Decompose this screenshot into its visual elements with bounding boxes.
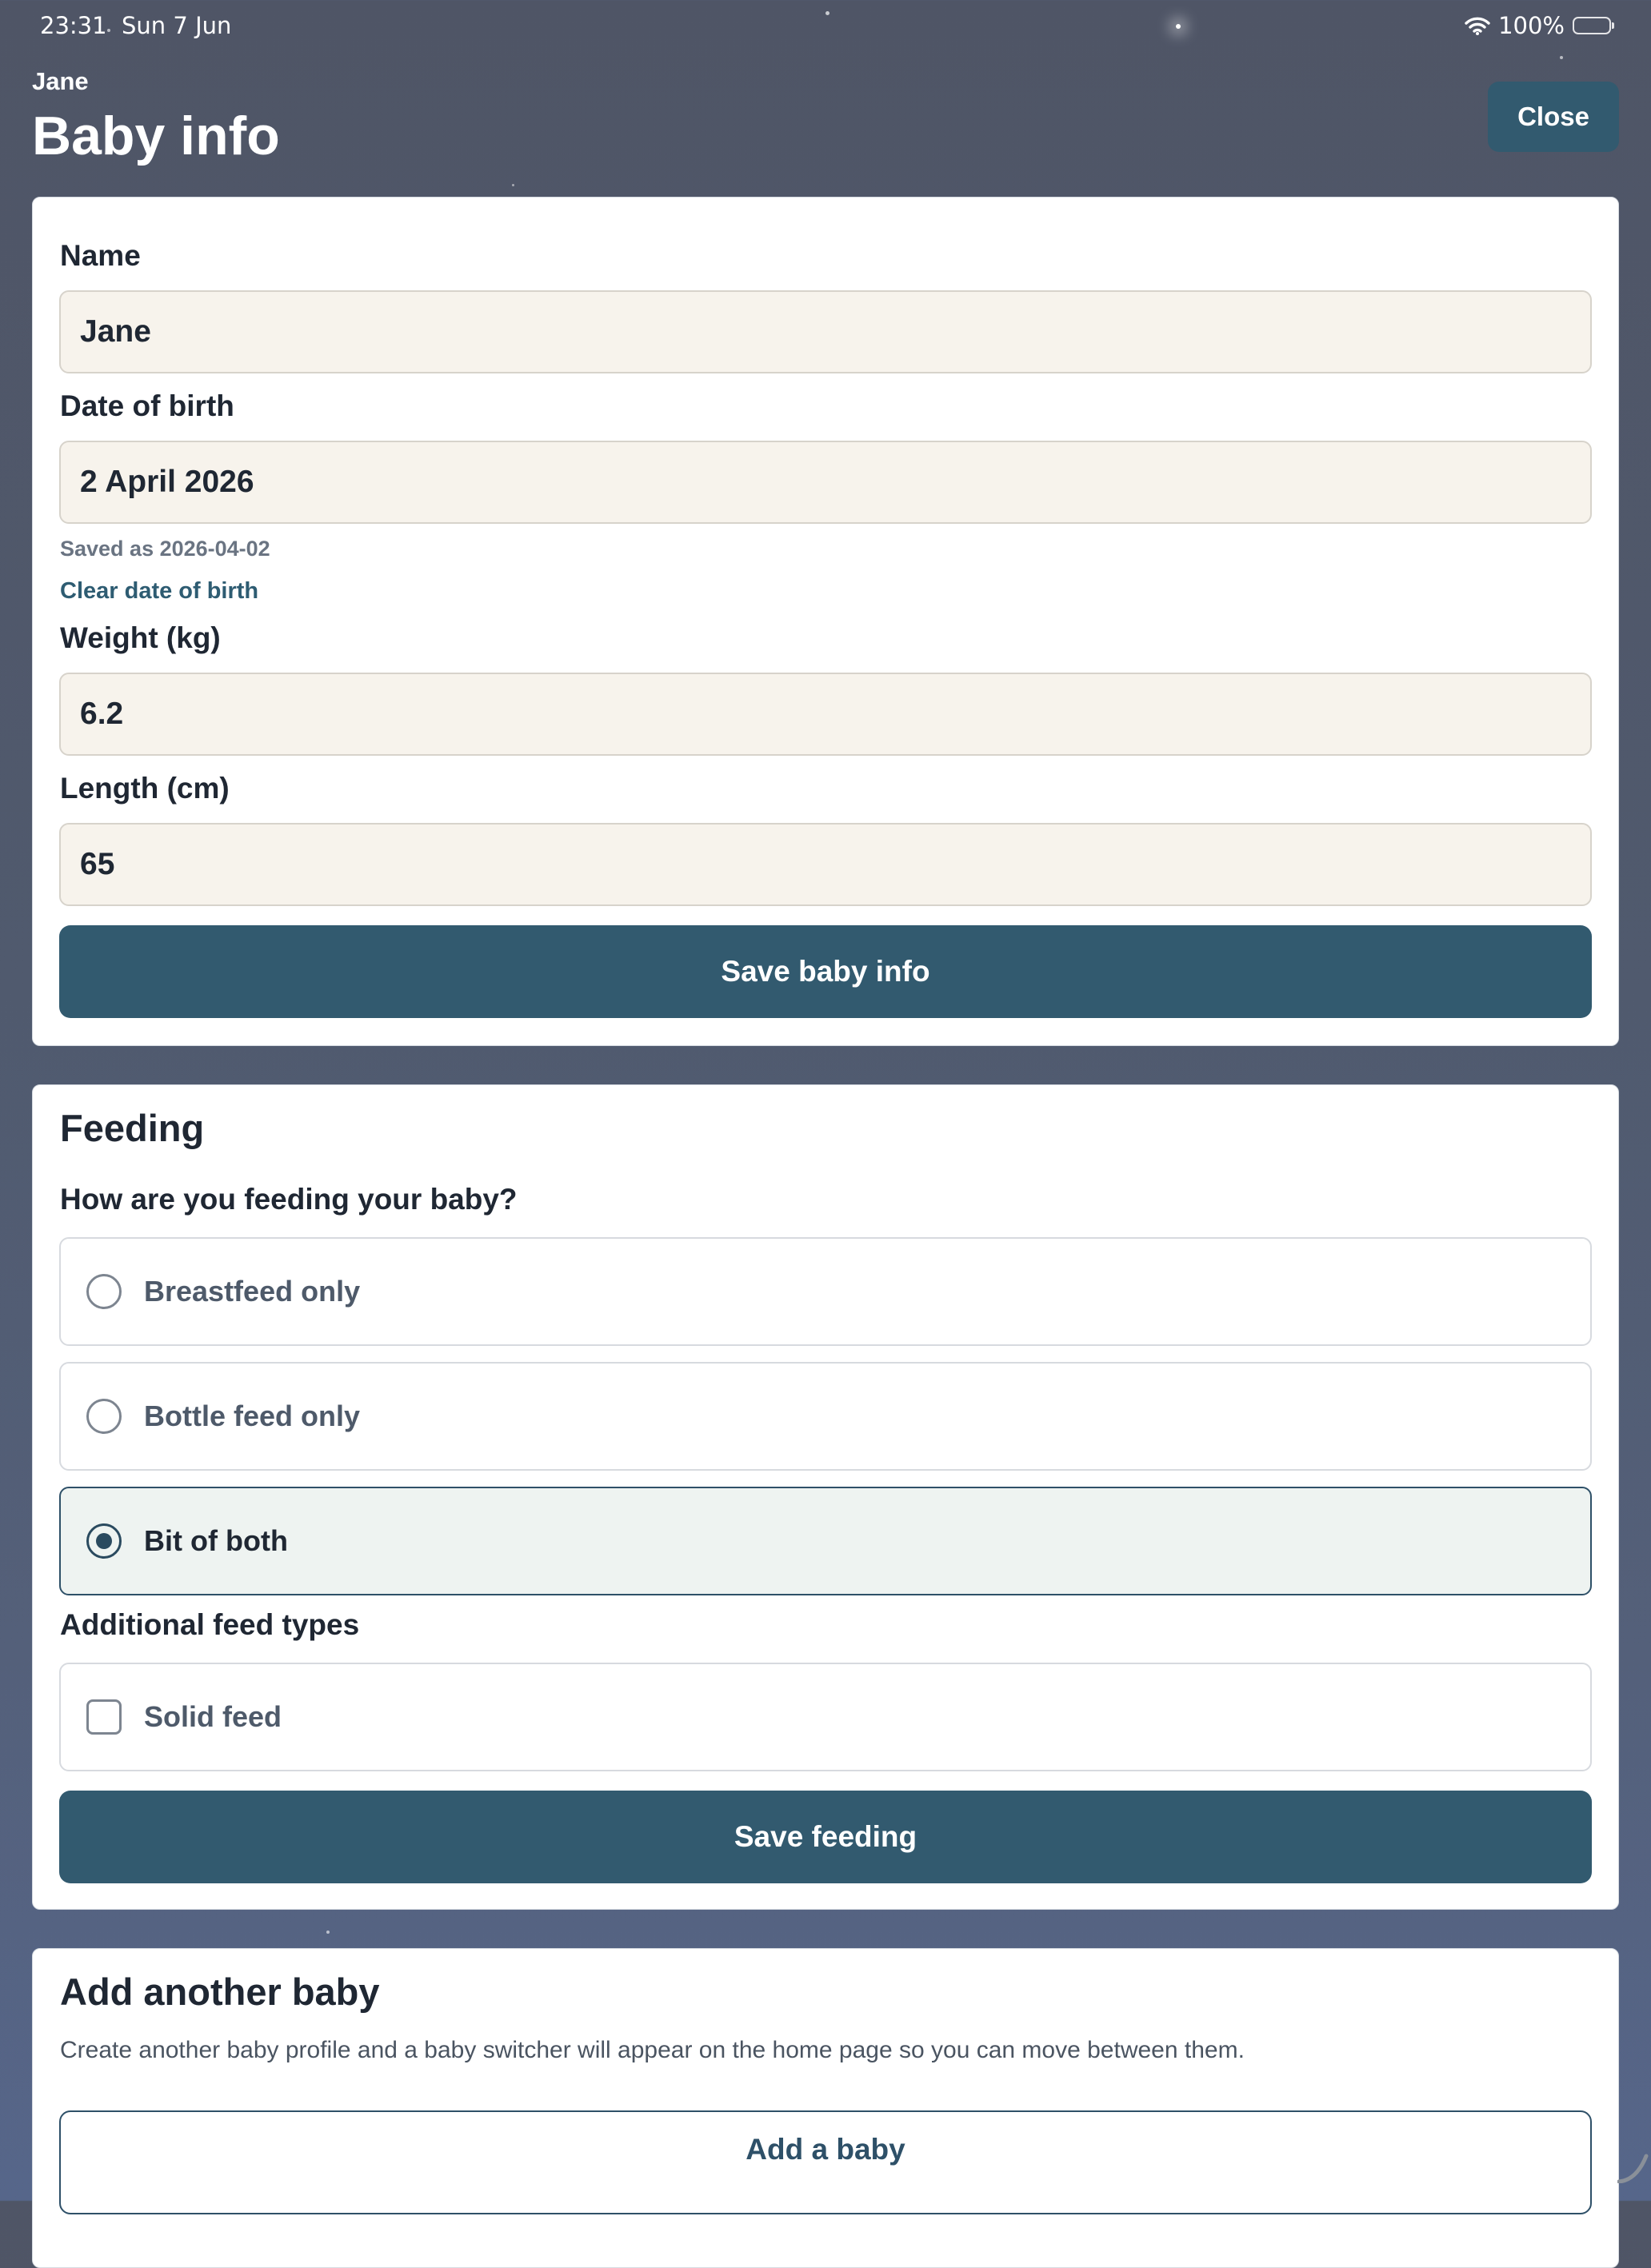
radio-selected-icon	[86, 1523, 122, 1559]
star	[1560, 56, 1563, 59]
feeding-option-breastfeed[interactable]	[59, 1237, 1592, 1346]
weight-label: Weight (kg)	[60, 621, 221, 654]
feeding-card	[32, 1084, 1619, 1910]
status-clock: 23:31	[40, 12, 107, 39]
clear-dob-button[interactable]: Clear date of birth	[60, 578, 259, 604]
radio-unselected-icon	[86, 1399, 122, 1434]
page-title: Baby info	[32, 106, 280, 166]
dob-input[interactable]	[59, 441, 1592, 524]
additional-feed-label: Additional feed types	[60, 1608, 360, 1641]
feeding-option-bottle[interactable]	[59, 1362, 1592, 1471]
wifi-icon	[1465, 16, 1490, 35]
add-baby-card	[32, 1948, 1619, 2268]
option-label: Bit of both	[144, 1524, 288, 1557]
option-label: Solid feed	[144, 1700, 282, 1733]
name-input[interactable]	[59, 290, 1592, 373]
close-button[interactable]: Close	[1488, 82, 1619, 152]
length-label: Length (cm)	[60, 772, 230, 805]
battery-icon	[1573, 17, 1611, 34]
save-feeding-button[interactable]: Save feeding	[59, 1791, 1592, 1883]
current-baby-name: Jane	[32, 67, 89, 95]
add-baby-description: Create another baby profile and a baby switcher will appear on the home page so you can move between them.	[60, 2037, 1245, 2063]
weight-input[interactable]	[59, 673, 1592, 756]
star	[512, 184, 514, 186]
status-time	[40, 12, 231, 39]
feeding-title: Feeding	[60, 1107, 205, 1149]
feeding-question: How are you feeding your baby?	[60, 1183, 518, 1216]
feeding-option-solid[interactable]	[59, 1663, 1592, 1771]
status-bar	[0, 0, 1651, 53]
radio-unselected-icon	[86, 1274, 122, 1309]
resize-grip-icon[interactable]	[1617, 2151, 1649, 2187]
dob-saved-note: Saved as 2026-04-02	[60, 537, 270, 561]
status-indicators	[1465, 12, 1611, 39]
star	[326, 1931, 330, 1934]
name-label: Name	[60, 239, 141, 272]
option-label: Bottle feed only	[144, 1400, 361, 1432]
status-date: Sun 7 Jun	[122, 12, 232, 39]
save-baby-info-button[interactable]: Save baby info	[59, 925, 1592, 1018]
baby-info-card	[32, 197, 1619, 1046]
feeding-option-both[interactable]	[59, 1487, 1592, 1595]
add-baby-button[interactable]: Add a baby	[59, 2110, 1592, 2214]
dob-label: Date of birth	[60, 389, 234, 422]
battery-percentage: 100%	[1498, 12, 1565, 39]
length-input[interactable]	[59, 823, 1592, 906]
add-baby-title: Add another baby	[60, 1971, 380, 2013]
checkbox-unchecked-icon	[86, 1699, 122, 1735]
option-label: Breastfeed only	[144, 1275, 361, 1308]
